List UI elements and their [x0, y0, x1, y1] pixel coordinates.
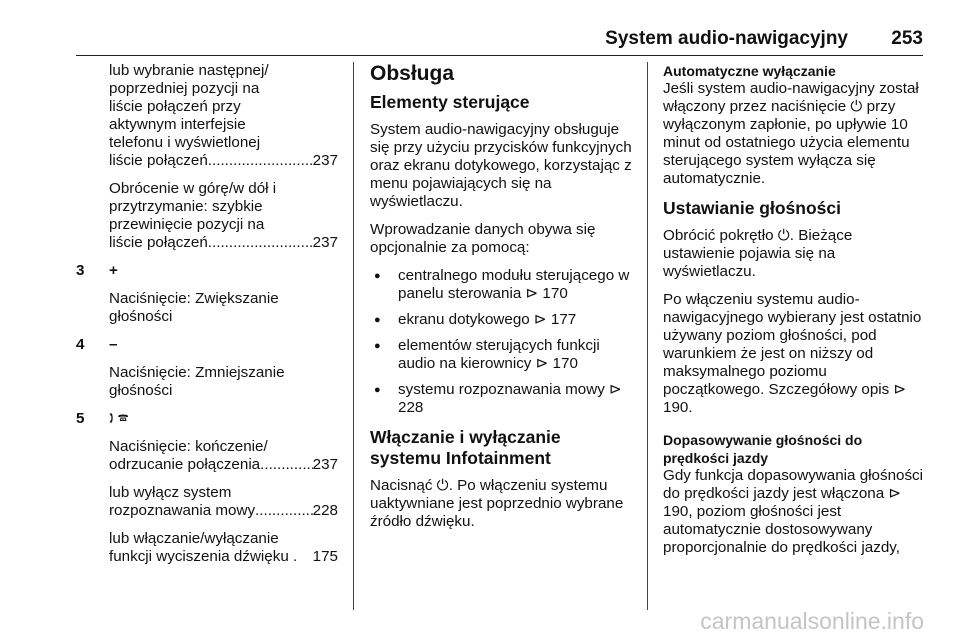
page-ref: 175	[312, 548, 338, 565]
plus-symbol: +	[109, 262, 118, 279]
para-speed-volume: Gdy funkcja dopasowywania głośności do prędkości jazdy jest włączona ⊳ 190, poziom głośności jest automatycznie dostosowywany proporcjonalnie do prędkości jazdy,	[663, 467, 924, 556]
list-item: ● elementów sterujących funkcji audio na kierownicy ⊳ 170	[370, 337, 634, 373]
para-scroll: Obrócenie w górę/w dół i przytrzymanie: szybkie przewinięcie pozycji na liście połączeń ..... 237	[109, 180, 338, 252]
item-3	[76, 262, 338, 326]
column-left	[76, 62, 338, 576]
heading-controls: Elementy sterujące	[370, 92, 530, 112]
page-ref: 237	[312, 152, 338, 169]
column-divider-right	[647, 62, 648, 610]
item-5: 5 🕽 🕿 Naciśnięcie: kończenie/ odrzucanie połączenia ..... 237 lub wyłącz system rozpoznawania mowy ..... 228 lub włączanie/wyłączanie funkcji wyciszenia dźwięku . 175	[76, 410, 338, 566]
phone-end-icon: 🕽 🕿	[109, 410, 129, 427]
section-title: System audio-nawigacyjny	[605, 28, 848, 49]
heading-on-off: Włączanie i wyłączanie systemu Infotainment	[370, 427, 561, 468]
item-description: Naciśnięcie: Zmniejszanie głośności	[109, 364, 285, 399]
item-4	[76, 336, 338, 400]
heading-speed-volume: Dopasowywanie głośności do prędkości jazdy	[663, 432, 863, 466]
watermark: carmanualsonline.info	[700, 608, 924, 634]
toc-leader: odrzucanie połączenia ..... 237	[109, 456, 338, 474]
list-item: ● centralnego modułu sterującego w panelu sterowania ⊳ 170	[370, 267, 634, 303]
item-number: 3	[76, 262, 85, 279]
column-middle	[370, 62, 634, 541]
minus-symbol: –	[109, 336, 118, 353]
toc-leader: rozpoznawania mowy ..... 228	[109, 502, 338, 520]
page-number: 253	[891, 28, 923, 49]
item-number: 5	[76, 410, 85, 427]
para-next-prev: lub wybranie następnej/ poprzedniej pozycji na liście połączeń przy aktywnym interfejsie telefonu i wyświetlonej liście połączeń ..... 237	[109, 62, 338, 170]
item-description: Naciśnięcie: Zwiększanie głośności	[109, 290, 279, 325]
heading-auto-off: Automatyczne wyłączanie	[663, 63, 836, 79]
list-item: ● systemu rozpoznawania mowy ⊳ 228	[370, 381, 634, 417]
page-header	[76, 6, 923, 49]
heading-volume: Ustawianie głośności	[663, 198, 841, 218]
para-input-intro: Wprowadzanie danych obywa się opcjonalnie za pomocą:	[370, 221, 596, 256]
header-rule	[76, 55, 923, 56]
item-number: 4	[76, 336, 85, 353]
toc-leader: funkcji wyciszenia dźwięku . 175	[109, 548, 338, 565]
page-ref: 237	[312, 456, 338, 473]
toc-leader: liście połączeń ..... 237	[109, 234, 338, 252]
list-item: ● ekranu dotykowego ⊳ 177	[370, 311, 634, 329]
page-ref: 228	[312, 502, 338, 519]
para-auto-off: Jeśli system audio-nawigacyjny został włączony przez naciśnięcie ⏻ przy wyłączonym zapłonie, po upływie 10 minut od ostatniego użycia elementu sterującego system wyłącza się automatycznie.	[663, 80, 919, 187]
para-volume-start: Po włączeniu systemu audio-nawigacyjnego wybierany jest ostatnio używany poziom głośności, pod warunkiem że jest on niższy od maksymalnego poziomu początkowego. Szczegółowy opis ⊳ 190.	[663, 291, 922, 416]
para-on-off: Nacisnąć ⏻. Po włączeniu systemu uaktywniane jest poprzednio wybrane źródło dźwięku.	[370, 477, 624, 530]
para-volume: Obrócić pokrętło ⏻. Bieżące ustawienie pojawia się na wyświetlaczu.	[663, 227, 853, 280]
column-right	[663, 62, 925, 567]
para-intro: System audio-nawigacyjny obsługuje się przy użyciu przycisków funkcyjnych oraz ekranu dotykowego, korzystając z menu pojawiających się na wyświetlaczu.	[370, 121, 632, 210]
bullet-list	[370, 267, 634, 417]
column-divider-left	[353, 62, 354, 610]
page-ref: 237	[312, 234, 338, 251]
toc-leader: liście połączeń ..... 237	[109, 152, 338, 170]
heading-operation: Obsługa	[370, 62, 455, 85]
